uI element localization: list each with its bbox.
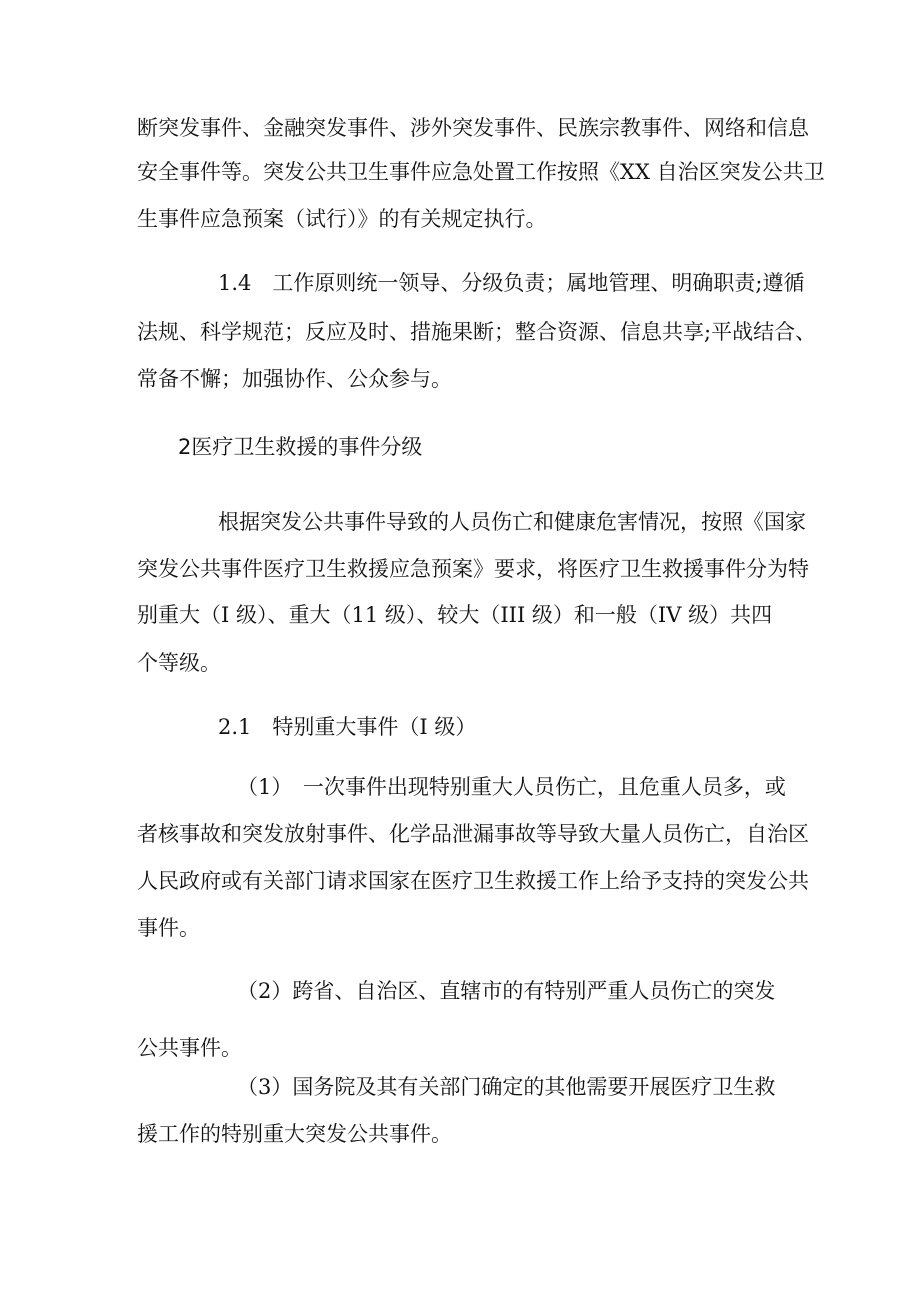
paragraph-1-line-2: 安全事件等。突发公共卫生事件应急处置工作按照《XX 自治区突发公共卫 [137, 160, 825, 184]
item-1-line-1: （1） 一次事件出现特别重大人员伤亡，且危重人员多，或 [237, 775, 786, 799]
section-heading-2: 2医疗卫生救援的事件分级 [178, 435, 423, 459]
paragraph-1-4-line-1: 1.4 工作原则统一领导、分级负责；属地管理、明确职责;遵循 [218, 271, 805, 295]
paragraph-2-line-2: 突发公共事件医疗卫生救援应急预案》要求，将医疗卫生救援事件分为特 [137, 557, 809, 581]
paragraph-2-line-4: 个等级。 [137, 651, 221, 675]
item-2-line-2: 公共事件。 [137, 1036, 242, 1060]
item-3-line-1: （3）国务院及其有关部门确定的其他需要开展医疗卫生救 [237, 1075, 776, 1099]
item-1-line-2: 者核事故和突发放射事件、化学品泄漏事故等导致大量人员伤亡，自治区 [137, 822, 809, 846]
paragraph-1-4-line-3: 常备不懈；加强协作、公众参与。 [137, 367, 452, 391]
paragraph-2-line-3: 别重大（I 级）、重大（11 级）、较大（III 级）和一般（IV 级）共四 [137, 603, 773, 627]
paragraph-1-4-line-2: 法规、科学规范；反应及时、措施果断；整合资源、信息共享;平战结合、 [137, 320, 817, 344]
item-1-line-4: 事件。 [137, 916, 200, 940]
item-1-line-3: 人民政府或有关部门请求国家在医疗卫生救援工作上给予支持的突发公共 [137, 869, 809, 893]
subsection-heading-2-1: 2.1 特别重大事件（I 级） [218, 715, 477, 739]
paragraph-2-line-1: 根据突发公共事件导致的人员伤亡和健康危害情况，按照《国家 [218, 510, 806, 534]
paragraph-1-line-3: 生事件应急预案（试行）》的有关规定执行。 [137, 207, 547, 231]
item-3-line-2: 援工作的特别重大突发公共事件。 [137, 1122, 452, 1146]
item-2-line-1: （2）跨省、自治区、直辖市的有特别严重人员伤亡的突发 [237, 979, 776, 1003]
paragraph-1-line-1: 断突发事件、金融突发事件、涉外突发事件、民族宗教事件、网络和信息 [137, 116, 809, 140]
